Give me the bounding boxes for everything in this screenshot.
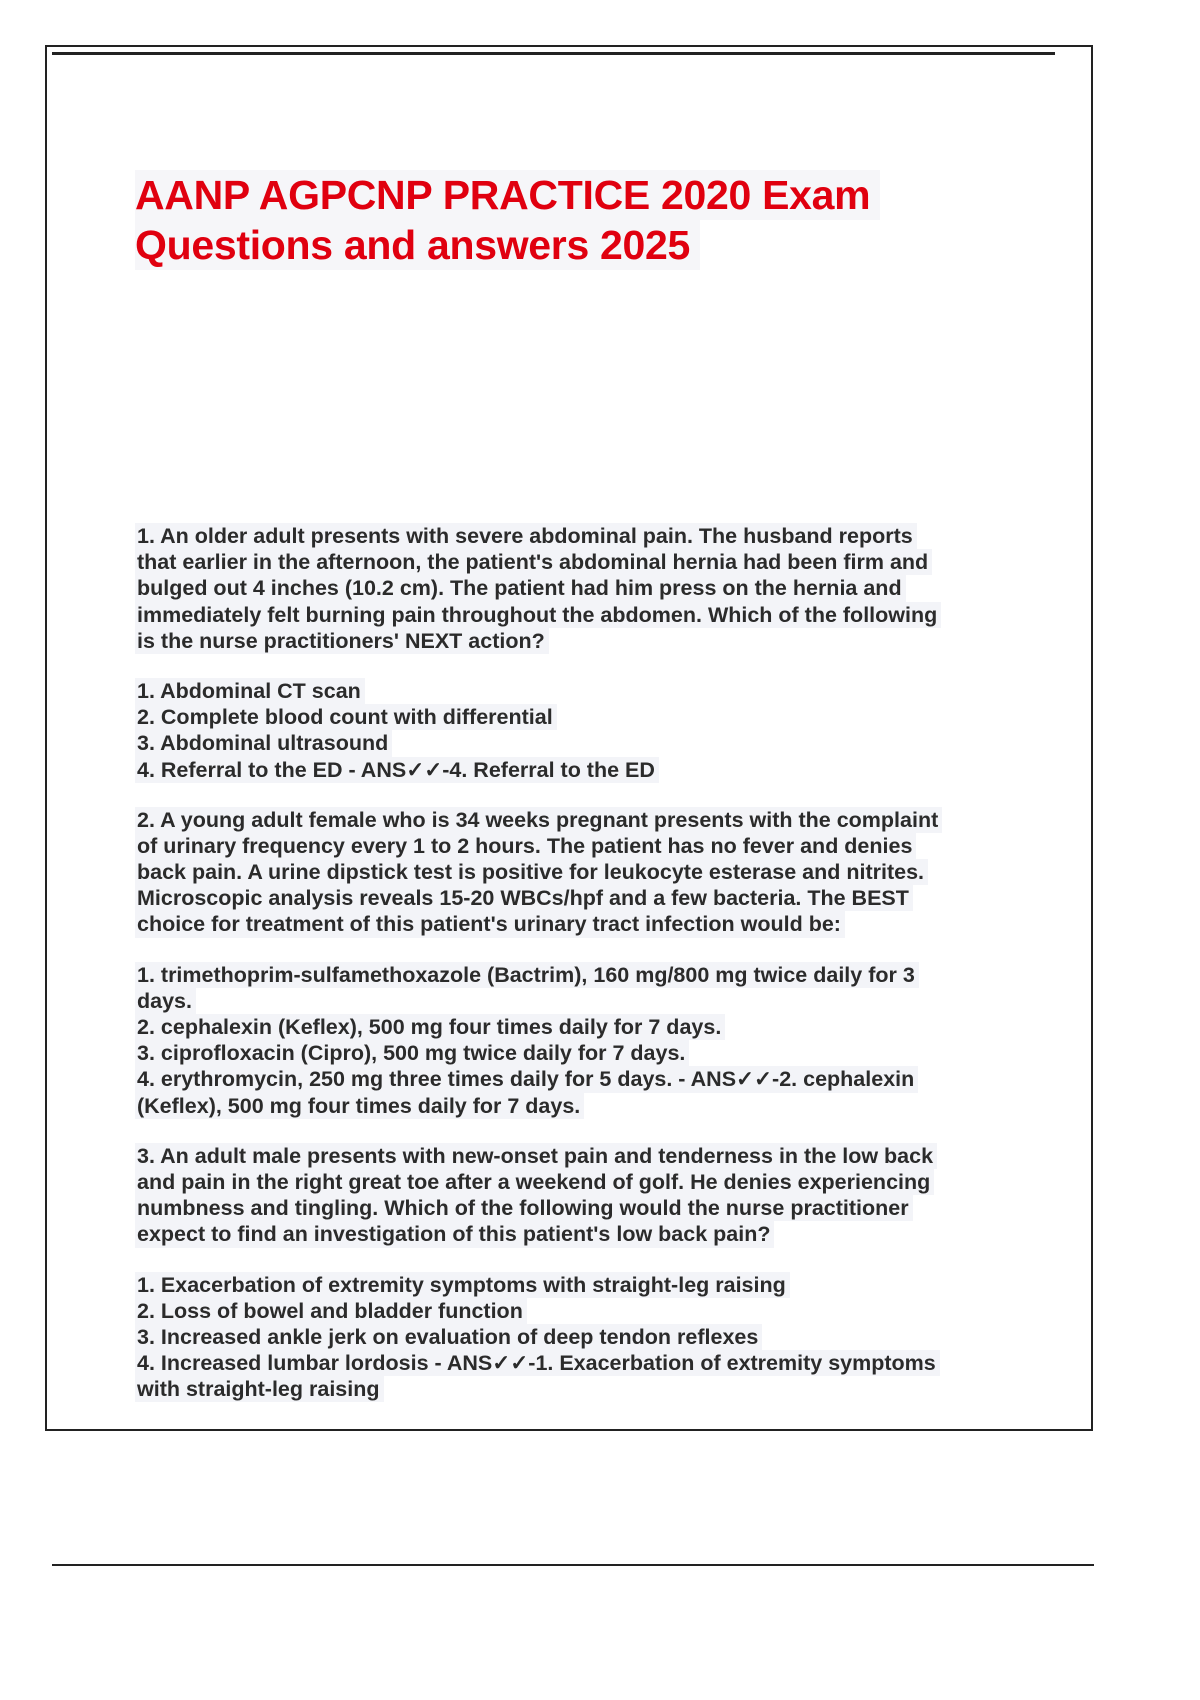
option-text-line: 1. Exacerbation of extremity symptoms with straight-leg raising [135,1272,790,1298]
question-text-line: and pain in the right great toe after a weekend of golf. He denies experiencing [135,1169,934,1195]
question-text-line: that earlier in the afternoon, the patient's abdominal hernia had been firm and [135,549,932,575]
question-text-line: numbness and tingling. Which of the following would the nurse practitioner [135,1195,913,1221]
option-text-line: 2. cephalexin (Keflex), 500 mg four times daily for 7 days. [135,1014,725,1040]
question-text-line: 1. An older adult presents with severe abdominal pain. The husband reports [135,523,917,549]
option-text-line: days. [135,988,196,1014]
question-text-line: 3. An adult male presents with new-onset pain and tenderness in the low back [135,1143,937,1169]
bottom-rule [52,1564,1094,1566]
title-line: Questions and answers 2025 [135,220,700,270]
option-text-line: 2. Loss of bowel and bladder function [135,1298,527,1324]
option-text-line: 3. ciprofloxacin (Cipro), 500 mg twice daily for 7 days. [135,1040,689,1066]
questions-content [135,523,1015,1426]
option-text-line: 3. Abdominal ultrasound [135,730,392,756]
question-stem [135,807,1015,938]
question-text-line: Microscopic analysis reveals 15-20 WBCs/hpf and a few bacteria. The BEST [135,885,913,911]
option-text-line: 1. trimethoprim-sulfamethoxazole (Bactrim), 160 mg/800 mg twice daily for 3 [135,962,919,988]
question-text-line: bulged out 4 inches (10.2 cm). The patient had him press on the hernia and [135,575,906,601]
question-text-line: immediately felt burning pain throughout the abdomen. Which of the following [135,602,941,628]
question-text-line: of urinary frequency every 1 to 2 hours. The patient has no fever and denies [135,833,916,859]
title-line: AANP AGPCNP PRACTICE 2020 Exam [135,170,880,220]
option-text-line: 2. Complete blood count with differential [135,704,557,730]
question-text-line: expect to find an investigation of this patient's low back pain? [135,1221,774,1247]
option-text-line: with straight-leg raising [135,1376,384,1402]
answer-options [135,1272,1015,1403]
option-text-line: 4. Referral to the ED - ANS✓✓-4. Referral to the ED [135,757,659,783]
option-text-line: 4. erythromycin, 250 mg three times daily for 5 days. - ANS✓✓-2. cephalexin [135,1066,918,1092]
option-text-line: 4. Increased lumbar lordosis - ANS✓✓-1. Exacerbation of extremity symptoms [135,1350,940,1376]
answer-options [135,678,1015,783]
option-text-line: 1. Abdominal CT scan [135,678,365,704]
question-text-line: choice for treatment of this patient's urinary tract infection would be: [135,911,845,937]
option-text-line: 3. Increased ankle jerk on evaluation of deep tendon reflexes [135,1324,762,1350]
question-text-line: is the nurse practitioners' NEXT action? [135,628,549,654]
option-text-line: (Keflex), 500 mg four times daily for 7 days. [135,1093,584,1119]
document-title [135,170,880,270]
question-text-line: 2. A young adult female who is 34 weeks pregnant presents with the complaint [135,807,942,833]
question-text-line: back pain. A urine dipstick test is positive for leukocyte esterase and nitrites. [135,859,928,885]
answer-options [135,962,1015,1119]
question-stem [135,523,1015,654]
question-stem [135,1143,1015,1248]
